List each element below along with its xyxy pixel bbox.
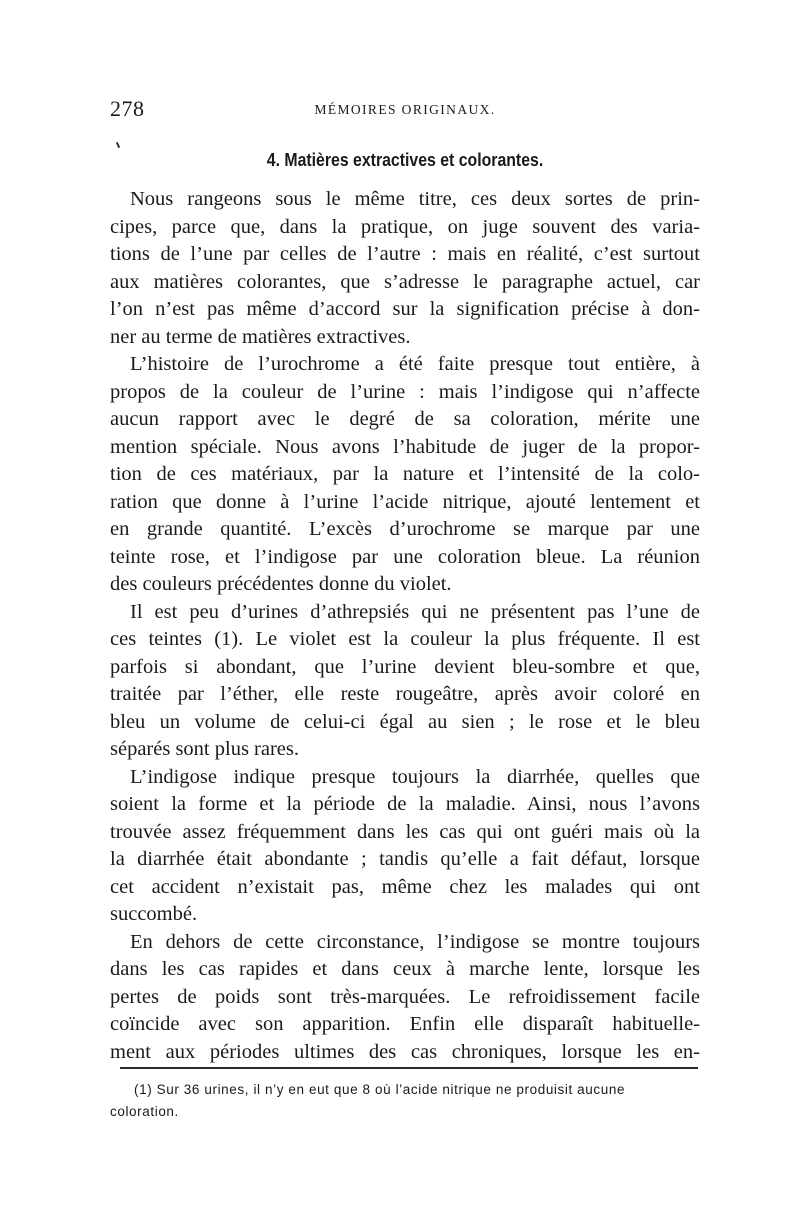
body-text [110,186,700,1066]
text-line: dans les cas rapides et dans ceux à marche lente, lorsque les [110,958,700,980]
text-line: L’histoire de l’urochrome a été faite presque tout entière, à [130,353,700,375]
paragraph [110,764,700,929]
text-line: l’on n’est pas même d’accord sur la signification précise à don- [110,298,700,320]
section-heading: 4. Matières extractives et colorantes. [266,150,544,170]
paragraph [110,186,700,351]
ink-speck [116,142,120,148]
text-line: séparés sont plus rares. [110,738,300,760]
text-line: soient la forme et la période de la maladie. Ainsi, nous l’avons [110,793,700,815]
text-line: mention spéciale. Nous avons l’habitude de juger de la propor- [110,435,700,458]
footnote-line: coloration. [110,1104,179,1119]
text-line: pertes de poids sont très-marquées. Le refroidissement facile [110,985,700,1008]
text-line: cet accident n’existait pas, même chez les malades qui ont [110,875,700,898]
text-line: cipes, parce que, dans la pratique, on juge souvent des varia- [110,215,700,238]
text-line: ration que donne à l’urine l’acide nitrique, ajouté lentement et [110,490,700,513]
text-line: trouvée assez fréquemment dans les cas qui ont guéri mais où la [110,820,700,843]
text-line: aucun rapport avec le degré de sa coloration, mérite une [110,408,700,430]
text-line: bleu un volume de celui-ci égal au sien ; le rose et le bleu [110,710,700,733]
running-title: MÉMOIRES ORIGINAUX. [314,102,496,117]
text-line: tion de ces matériaux, par la nature et l’intensité de la colo- [110,463,700,485]
text-line: traitée par l’éther, elle reste rougeâtre, après avoir coloré en [110,683,700,705]
running-head [110,96,700,126]
text-line: ner au terme de matières extractives. [110,325,411,348]
text-line: succombé. [110,903,198,925]
footnote-line: (1) Sur 36 urines, il n’y en eut que 8 où l’acide nitrique ne produisit aucune [134,1082,626,1097]
text-line: la diarrhée était abondante ; tandis qu’elle a fait défaut, lorsque [110,848,700,870]
page-number: 278 [110,96,145,121]
paragraph [110,929,700,1067]
text-line: en grande quantité. L’excès d’urochrome se marque par une [110,518,700,540]
text-line: En dehors de cette circonstance, l’indigose se montre toujours [130,930,700,953]
text-line: ces teintes (1). Le violet est la couleur la plus fréquente. Il est [110,628,700,650]
text-line: Nous rangeons sous le même titre, ces deux sortes de prin- [130,188,700,210]
footnote-rule [120,1067,698,1069]
text-line: L’indigose indique presque toujours la diarrhée, quelles que [130,765,700,788]
footnote [110,1079,700,1123]
text-line: propos de la couleur de l’urine : mais l’indigose qui n’affecte [110,380,700,403]
text-line: coïncide avec son apparition. Enfin elle disparaît habituelle- [110,1013,700,1035]
text-line: Il est peu d’urines d’athrepsiés qui ne présentent pas l’une de [130,600,700,623]
text-line: ment aux périodes ultimes des cas chroniques, lorsque les en- [110,1040,700,1063]
text-line: aux matières colorantes, que s’adresse le paragraphe actuel, car [110,270,700,293]
text-line: parfois si abondant, que l’urine devient bleu-sombre et que, [110,655,700,678]
text-line: teinte rose, et l’indigose par une coloration bleue. La réunion [110,545,700,568]
paragraph [110,351,700,599]
text-line: des couleurs précédentes donne du violet. [110,573,452,595]
paragraph [110,599,700,764]
text-line: tions de l’une par celles de l’autre : mais en réalité, c’est surtout [110,243,700,265]
